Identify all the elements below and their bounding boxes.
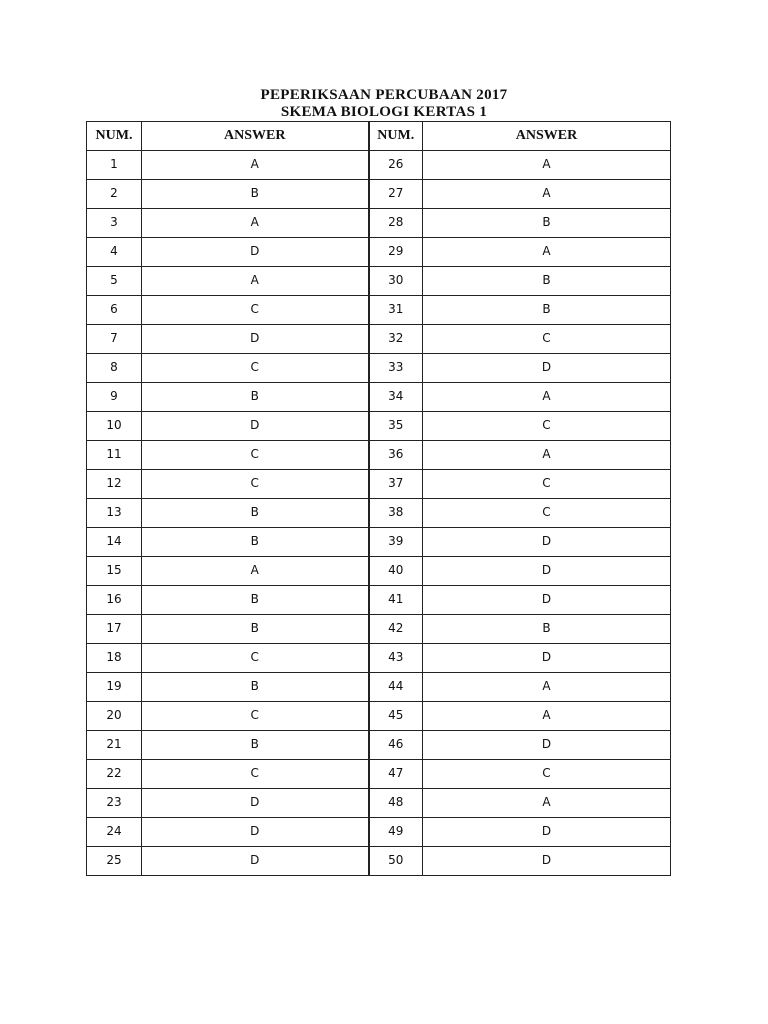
answer-cell-text: D — [541, 534, 552, 548]
question-number-cell — [369, 180, 423, 209]
question-number-cell-text: 6 — [110, 302, 118, 316]
question-number-cell — [369, 499, 423, 528]
header-answer-right: ANSWER — [423, 122, 671, 151]
table-row — [87, 760, 671, 789]
question-number-cell — [87, 470, 142, 499]
question-number-cell — [369, 296, 423, 325]
answer-cell-text: D — [250, 331, 260, 345]
question-number-cell — [369, 644, 423, 673]
question-number-cell — [87, 412, 142, 441]
answer-cell — [142, 180, 369, 209]
answer-cell-text: C — [542, 418, 551, 432]
answer-cell-text: C — [542, 331, 551, 345]
question-number-cell-text: 18 — [106, 650, 122, 664]
answer-cell-text: A — [250, 563, 259, 577]
answer-cell — [142, 760, 369, 789]
question-number-cell-text: 45 — [388, 708, 404, 722]
table-row — [87, 499, 671, 528]
question-number-cell-text: 2 — [110, 186, 118, 200]
question-number-cell — [369, 354, 423, 383]
question-number-cell-text: 36 — [388, 447, 404, 461]
question-number-cell-text: 44 — [388, 679, 404, 693]
question-number-cell-text: 27 — [388, 186, 404, 200]
answer-cell — [142, 151, 369, 180]
question-number-cell — [87, 644, 142, 673]
question-number-cell — [87, 847, 142, 876]
answer-cell — [142, 499, 369, 528]
answer-cell-text: C — [542, 476, 551, 490]
answer-cell — [142, 702, 369, 731]
question-number-cell — [87, 383, 142, 412]
question-number-cell — [369, 238, 423, 267]
question-number-cell-text: 25 — [106, 853, 122, 867]
table-body — [87, 151, 671, 876]
table-row — [87, 847, 671, 876]
answer-cell — [142, 615, 369, 644]
table-row — [87, 644, 671, 673]
answer-cell-text: B — [250, 679, 259, 693]
answer-cell — [142, 528, 369, 557]
document-header — [0, 87, 768, 121]
question-number-cell-text: 46 — [388, 737, 404, 751]
answer-cell-text: B — [542, 302, 551, 316]
question-number-cell — [369, 383, 423, 412]
question-number-cell-text: 13 — [106, 505, 122, 519]
answer-cell — [142, 586, 369, 615]
answer-cell-text: B — [542, 621, 551, 635]
header-num-right: NUM. — [369, 122, 423, 151]
question-number-cell — [87, 209, 142, 238]
answer-cell-text: B — [250, 592, 259, 606]
question-number-cell-text: 24 — [106, 824, 122, 838]
table-header-row — [87, 122, 671, 151]
question-number-cell — [369, 673, 423, 702]
answer-cell — [423, 586, 671, 615]
answer-cell-text: C — [542, 766, 551, 780]
answer-cell — [423, 615, 671, 644]
table-row — [87, 673, 671, 702]
answer-cell — [142, 847, 369, 876]
answer-cell-text: A — [542, 679, 551, 693]
answer-cell-text: C — [250, 650, 259, 664]
answer-cell-text: C — [542, 505, 551, 519]
question-number-cell — [369, 760, 423, 789]
answer-cell — [423, 151, 671, 180]
question-number-cell-text: 34 — [388, 389, 404, 403]
answer-cell-text: D — [250, 795, 260, 809]
question-number-cell-text: 32 — [388, 331, 404, 345]
question-number-cell-text: 31 — [388, 302, 404, 316]
table-row — [87, 151, 671, 180]
question-number-cell — [87, 615, 142, 644]
answer-cell-text: B — [542, 273, 551, 287]
answer-cell — [423, 238, 671, 267]
question-number-cell — [87, 818, 142, 847]
question-number-cell-text: 15 — [106, 563, 122, 577]
table-row — [87, 818, 671, 847]
question-number-cell-text: 1 — [110, 157, 118, 171]
question-number-cell-text: 26 — [388, 157, 404, 171]
document-subtitle: SKEMA BIOLOGI KERTAS 1 — [280, 104, 488, 120]
question-number-cell — [87, 789, 142, 818]
header-answer-left: ANSWER — [142, 122, 369, 151]
answer-cell-text: D — [541, 853, 552, 867]
answer-cell-text: A — [250, 215, 259, 229]
question-number-cell — [369, 731, 423, 760]
question-number-cell — [369, 528, 423, 557]
answer-cell — [423, 441, 671, 470]
question-number-cell — [87, 586, 142, 615]
question-number-cell — [369, 470, 423, 499]
answer-cell — [423, 528, 671, 557]
question-number-cell-text: 7 — [110, 331, 118, 345]
question-number-cell-text: 28 — [388, 215, 404, 229]
question-number-cell — [87, 731, 142, 760]
question-number-cell-text: 20 — [106, 708, 122, 722]
table-row — [87, 586, 671, 615]
answer-cell-text: B — [250, 186, 259, 200]
answer-cell-text: A — [542, 244, 551, 258]
question-number-cell — [87, 673, 142, 702]
table-row — [87, 528, 671, 557]
table-row — [87, 470, 671, 499]
answer-cell-text: D — [250, 853, 260, 867]
question-number-cell-text: 37 — [388, 476, 404, 490]
answer-cell — [142, 296, 369, 325]
answer-cell-text: C — [250, 766, 259, 780]
question-number-cell — [87, 760, 142, 789]
answer-cell — [142, 325, 369, 354]
answer-cell-text: A — [542, 708, 551, 722]
question-number-cell-text: 9 — [110, 389, 118, 403]
question-number-cell — [369, 586, 423, 615]
question-number-cell — [87, 441, 142, 470]
answer-cell-text: C — [250, 360, 259, 374]
answer-cell-text: C — [250, 708, 259, 722]
answer-cell-text: D — [541, 592, 552, 606]
answer-cell — [142, 383, 369, 412]
table-row — [87, 702, 671, 731]
answer-cell — [142, 209, 369, 238]
question-number-cell-text: 43 — [388, 650, 404, 664]
question-number-cell — [87, 702, 142, 731]
question-number-cell-text: 14 — [106, 534, 122, 548]
question-number-cell-text: 38 — [388, 505, 404, 519]
question-number-cell — [87, 499, 142, 528]
answer-cell — [423, 383, 671, 412]
question-number-cell — [369, 412, 423, 441]
table-row — [87, 296, 671, 325]
question-number-cell-text: 35 — [388, 418, 404, 432]
table-row — [87, 383, 671, 412]
question-number-cell — [87, 557, 142, 586]
answer-cell — [423, 267, 671, 296]
question-number-cell — [369, 557, 423, 586]
question-number-cell — [87, 528, 142, 557]
answer-cell-text: C — [250, 302, 259, 316]
question-number-cell — [87, 267, 142, 296]
answer-cell — [423, 354, 671, 383]
answer-cell — [423, 209, 671, 238]
answer-cell-text: A — [542, 186, 551, 200]
table-row — [87, 412, 671, 441]
question-number-cell — [369, 209, 423, 238]
question-number-cell — [369, 151, 423, 180]
table-row — [87, 615, 671, 644]
answer-cell — [142, 557, 369, 586]
answer-key-table — [86, 121, 671, 876]
question-number-cell — [87, 354, 142, 383]
question-number-cell-text: 16 — [106, 592, 122, 606]
answer-cell — [423, 760, 671, 789]
question-number-cell-text: 39 — [388, 534, 404, 548]
answer-cell — [142, 673, 369, 702]
answer-cell — [423, 818, 671, 847]
question-number-cell-text: 49 — [388, 824, 404, 838]
header-num-left: NUM. — [87, 122, 142, 151]
answer-cell — [142, 789, 369, 818]
answer-cell-text: D — [541, 824, 552, 838]
question-number-cell — [369, 267, 423, 296]
question-number-cell-text: 17 — [106, 621, 122, 635]
answer-cell — [142, 644, 369, 673]
answer-cell — [142, 412, 369, 441]
question-number-cell-text: 47 — [388, 766, 404, 780]
table-row — [87, 238, 671, 267]
answer-cell — [423, 673, 671, 702]
question-number-cell — [87, 296, 142, 325]
answer-cell — [423, 557, 671, 586]
answer-cell — [142, 354, 369, 383]
document-title: PEPERIKSAAN PERCUBAAN 2017 — [260, 87, 508, 103]
answer-cell — [423, 412, 671, 441]
answer-cell — [423, 325, 671, 354]
question-number-cell — [87, 238, 142, 267]
table-row — [87, 209, 671, 238]
answer-cell — [142, 267, 369, 296]
answer-cell — [142, 238, 369, 267]
question-number-cell — [369, 702, 423, 731]
answer-cell-text: D — [541, 563, 552, 577]
question-number-cell-text: 8 — [110, 360, 118, 374]
answer-cell-text: C — [250, 447, 259, 461]
question-number-cell-text: 40 — [388, 563, 404, 577]
answer-cell-text: A — [542, 795, 551, 809]
answer-cell-text: A — [250, 273, 259, 287]
answer-cell-text: A — [542, 389, 551, 403]
table-row — [87, 325, 671, 354]
question-number-cell — [87, 180, 142, 209]
question-number-cell — [87, 325, 142, 354]
table-row — [87, 731, 671, 760]
question-number-cell-text: 21 — [106, 737, 122, 751]
answer-cell — [423, 180, 671, 209]
question-number-cell-text: 29 — [388, 244, 404, 258]
answer-cell — [142, 470, 369, 499]
answer-cell — [423, 847, 671, 876]
question-number-cell-text: 3 — [110, 215, 118, 229]
question-number-cell — [369, 615, 423, 644]
answer-cell-text: D — [250, 418, 260, 432]
answer-cell — [142, 731, 369, 760]
question-number-cell — [369, 818, 423, 847]
question-number-cell-text: 10 — [106, 418, 122, 432]
answer-cell-text: A — [542, 447, 551, 461]
answer-cell — [423, 702, 671, 731]
answer-cell-text: D — [250, 824, 260, 838]
table-row — [87, 441, 671, 470]
table-row — [87, 354, 671, 383]
question-number-cell-text: 48 — [388, 795, 404, 809]
question-number-cell — [369, 789, 423, 818]
question-number-cell-text: 33 — [388, 360, 404, 374]
question-number-cell-text: 22 — [106, 766, 122, 780]
answer-cell — [423, 470, 671, 499]
answer-cell-text: B — [250, 534, 259, 548]
answer-cell-text: B — [250, 505, 259, 519]
answer-cell — [423, 731, 671, 760]
answer-cell — [423, 499, 671, 528]
table-row — [87, 789, 671, 818]
answer-cell-text: A — [542, 157, 551, 171]
answer-cell — [142, 441, 369, 470]
table-row — [87, 180, 671, 209]
question-number-cell-text: 11 — [106, 447, 122, 461]
answer-cell — [423, 644, 671, 673]
answer-cell-text: D — [250, 244, 260, 258]
answer-cell — [423, 296, 671, 325]
question-number-cell-text: 12 — [106, 476, 122, 490]
question-number-cell-text: 41 — [388, 592, 404, 606]
answer-cell-text: D — [541, 737, 552, 751]
question-number-cell-text: 50 — [388, 853, 404, 867]
answer-cell-text: B — [250, 737, 259, 751]
answer-cell-text: A — [250, 157, 259, 171]
question-number-cell-text: 19 — [106, 679, 122, 693]
question-number-cell-text: 23 — [106, 795, 122, 809]
question-number-cell-text: 30 — [388, 273, 404, 287]
table-row — [87, 267, 671, 296]
answer-cell-text: D — [541, 360, 552, 374]
answer-cell-text: D — [541, 650, 552, 664]
question-number-cell-text: 4 — [110, 244, 118, 258]
question-number-cell-text: 5 — [110, 273, 118, 287]
answer-cell-text: C — [250, 476, 259, 490]
answer-cell-text: B — [250, 621, 259, 635]
question-number-cell-text: 42 — [388, 621, 404, 635]
answer-cell-text: B — [542, 215, 551, 229]
question-number-cell — [87, 151, 142, 180]
question-number-cell — [369, 325, 423, 354]
answer-cell — [423, 789, 671, 818]
answer-cell — [142, 818, 369, 847]
table-row — [87, 557, 671, 586]
question-number-cell — [369, 441, 423, 470]
answer-cell-text: B — [250, 389, 259, 403]
question-number-cell — [369, 847, 423, 876]
